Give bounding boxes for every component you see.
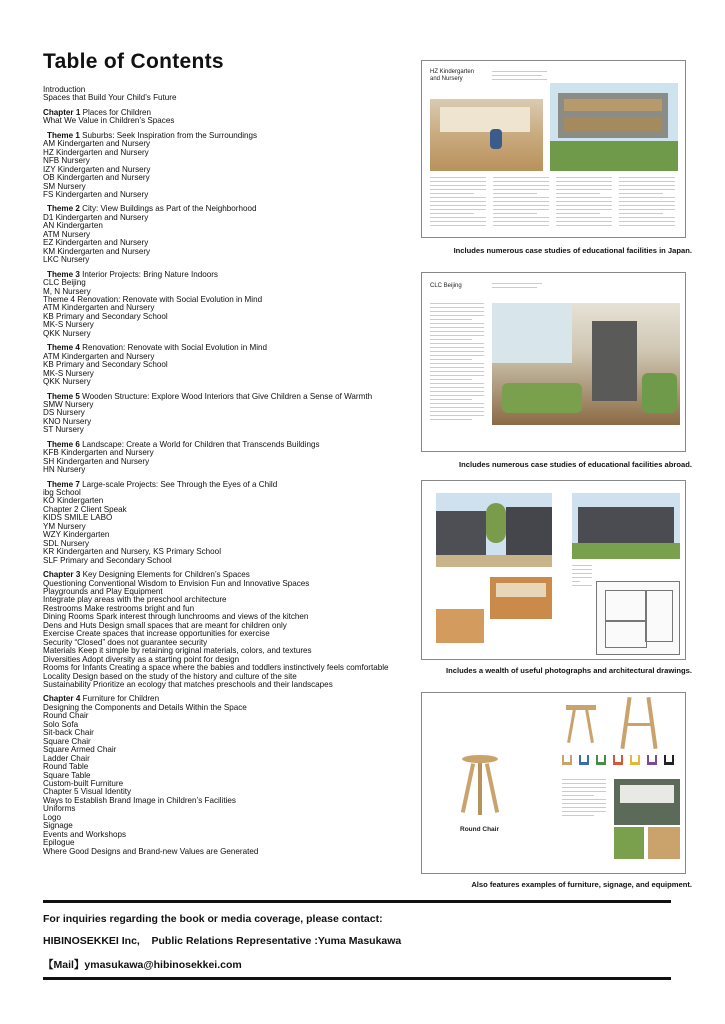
toc-heading-title: Suburbs: Seek Inspiration from the Surroundings [79,131,258,140]
toc-entry: OB Kindergarten and Nursery [43,174,150,183]
preview-text-line [430,415,484,416]
toc-theme-heading [47,344,413,352]
preview-text-line [556,185,612,186]
toc-heading-number: Theme 3 [47,270,80,279]
toc-entry: QKK Nursery [43,378,91,387]
toc-entry: KO Kindergarten [43,497,104,506]
preview-text-line [619,181,675,182]
divider-top [43,900,671,903]
preview-text-line [430,221,486,222]
toc-entry: D1 Kindergarten and Nursery [43,213,149,222]
toc-heading-title: City: View Buildings as Part of the Neighborhood [79,205,257,214]
preview-text-line [430,391,484,392]
toc-theme-heading [47,132,413,140]
toc-theme-heading [47,271,413,279]
contact-intro: For inquiries regarding the book or media coverage, please contact: [43,913,383,925]
interior-photo-1 [490,577,552,619]
preview-text-line [556,193,600,194]
preview-text-line [430,359,472,360]
toc-entry: Rooms for Infants Creating a space where the babies and toddlers instinctively feels comfortable [43,664,389,673]
toc-entry: Theme 4 Renovation: Renovate with Social Evolution in Mind [43,295,263,304]
preview-text-line [430,307,484,308]
toc-entry: Diversities Adopt diversity as a starting point for design [43,655,240,664]
preview-text-line [556,189,612,190]
toc-heading-title: Interior Projects: Bring Nature Indoors [79,270,218,279]
mini-chair-icon [664,755,674,765]
contact-company: HIBINOSEKKEI Inc, Public Relations Representative :Yuma Masukawa [43,935,402,947]
toc-heading-title: Furniture for Children [80,695,160,704]
preview-text-line [430,189,486,190]
toc-entry: Questioning Conventional Wisdom to Envision Fun and Innovative Spaces [43,579,310,588]
toc-heading-number: Chapter 3 [43,571,81,580]
mini-chair-icon [562,755,572,765]
preview-text-line [493,201,549,202]
preview-text-line [430,319,472,320]
preview-text-line [493,193,537,194]
mini-chair-icon [647,755,657,765]
preview-text-line [556,205,612,206]
mini-chair-icon [579,755,589,765]
toc-entry: What We Value in Children’s Spaces [43,117,175,126]
toc-entry: KM Kindergarten and Nursery [43,247,151,256]
preview-text-line [430,379,472,380]
toc-heading-number: Theme 6 [47,440,80,449]
toc-entry: Custom-built Furniture [43,779,124,788]
children-photo-2 [648,827,680,859]
preview-page-japan [421,60,686,238]
preview-text-line [430,303,484,304]
preview-page-furniture [421,692,686,874]
toc-entry: Security “Closed” does not guarantee security [43,638,208,647]
preview-text-line [493,213,537,214]
toc-entry: YM Nursery [43,522,86,531]
toc-entry: SH Kindergarten and Nursery [43,457,150,466]
building-exterior-photo [550,83,678,171]
preview-text-line [562,807,606,808]
preview-text-line [430,351,484,352]
preview-text-line [619,185,675,186]
preview-text-line [430,339,472,340]
preview-text-line [493,197,549,198]
preview-text-line [562,791,606,792]
preview-page-abroad [421,272,686,452]
preview-text-line [619,213,663,214]
preview-text-line [562,799,606,800]
contact-email[interactable]: 【Mail】ymasukawa@hibinosekkei.com [43,959,242,971]
toc-entry: Logo [43,813,62,822]
preview-text-line [619,221,675,222]
preview-text-line [493,181,549,182]
preview-page-drawings [421,480,686,660]
toc-entry: Signage [43,822,73,831]
toc-entry: KFB Kindergarten and Nursery [43,449,154,458]
preview-text-line [430,209,486,210]
preview-text-line [430,367,484,368]
toc-entry: KNO Nursery [43,417,92,426]
preview-text-line [562,783,606,784]
toc-entry: KIDS SMILE LABO [43,514,113,523]
toc-heading-title: Large-scale Projects: See Through the Eyes of a Child [79,480,278,489]
toc-entry: Spaces that Build Your Child’s Future [43,94,177,103]
preview-text-line [430,197,486,198]
preview-text-line [430,205,486,206]
toc-entry: SMW Nursery [43,400,94,409]
preview-text-line [562,787,606,788]
toc-entry: Integrate play areas with the preschool architecture [43,596,227,605]
toc-entry: CLC Beijing [43,279,86,288]
toc-entry: Square Armed Chair [43,746,117,755]
preview-text-line [430,419,472,420]
preview-text-line [572,573,592,574]
preview-text-line [556,177,612,178]
preview-text-line [619,205,675,206]
toc-entry: Designing the Components and Details Within the Space [43,703,247,712]
toc-chapter-heading [43,571,413,579]
toc-entry: IZY Kindergarten and Nursery [43,165,151,174]
preview-text-line [493,209,549,210]
preview-text-line [619,177,675,178]
toc-entry: QKK Nursery [43,329,91,338]
toc-entry: Chapter 2 Client Speak [43,505,127,514]
preview-text-line [572,577,592,578]
toc-entry: KB Primary and Secondary School [43,361,168,370]
mini-chair-icon [613,755,623,765]
preview-text-line [430,213,474,214]
toc-entry: AM Kindergarten and Nursery [43,140,151,149]
preview-text-line [619,217,675,218]
toc-entry: Square Chair [43,737,91,746]
toc-entry: MK-S Nursery [43,369,94,378]
toc-heading-number: Chapter 1 [43,108,81,117]
classroom-photo [430,99,543,171]
preview-text-line [556,225,612,226]
toc-entry: NFB Nursery [43,157,90,166]
preview-text-line [562,815,594,816]
preview-text-line [493,221,549,222]
toc-entry: SLF Primary and Secondary School [43,556,172,565]
preview-text-line [430,383,484,384]
preview-text-line [556,209,612,210]
toc-entry: ibg School [43,489,81,498]
preview-text-line [430,371,484,372]
preview-text-line [430,395,484,396]
caption-drawings: Includes a wealth of useful photographs and architectural drawings. [446,666,692,675]
toc-entry: Exercise Create spaces that increase opportunities for exercise [43,630,270,639]
mini-chair-icon [596,755,606,765]
toc-heading-number: Theme 2 [47,205,80,214]
preview-text-line [493,189,549,190]
caption-abroad: Includes numerous case studies of educational facilities abroad. [459,460,692,469]
preview-text-line [562,811,606,812]
toc-entry: Round Table [43,763,89,772]
preview-text-line [493,177,549,178]
preview-text-line [430,177,486,178]
toc-entry: Materials Keep it simple by retaining original materials, colors, and textures [43,647,312,656]
preview-text-line [430,335,484,336]
toc-heading-number: Chapter 4 [43,695,81,704]
preview-text-line [556,217,612,218]
toc-entry: SM Nursery [43,182,86,191]
caption-japan: Includes numerous case studies of educational facilities in Japan. [453,246,692,255]
toc-entry: Locality Design based on the study of the history and culture of the site [43,672,297,681]
floor-plan-drawing [596,581,680,655]
preview-heading: CLC Beijing [430,283,462,289]
toc-entry: WZY Kindergarten [43,531,110,540]
preview-text-line [572,565,592,566]
preview-text-line [562,779,606,780]
preview-text-line [619,201,675,202]
toc-entry: Chapter 5 Visual Identity [43,788,132,797]
caption-furniture: Also features examples of furniture, signage, and equipment. [471,880,692,889]
preview-text-line [430,403,484,404]
toc-entry: EZ Kindergarten and Nursery [43,239,149,248]
interior-photo-2 [436,609,484,643]
toc-heading-title: Renovation: Renovate with Social Evolution in Mind [79,344,268,353]
toc-entry: Events and Workshops [43,830,127,839]
stool-photo [562,699,602,749]
preview-text-line [493,217,549,218]
toc-entry: Dining Rooms Spark interest through lunchrooms and views of the kitchen [43,613,309,622]
preview-text-line [430,411,484,412]
preview-text-line [430,311,484,312]
round-chair-photo [440,733,520,823]
toc-heading-title: Key Designing Elements for Children’s Spaces [80,571,250,580]
preview-text-line [430,323,484,324]
preview-heading: HZ Kindergarten and Nursery [430,69,475,82]
toc-heading-number: Theme 5 [47,392,80,401]
toc-entry: Playgrounds and Play Equipment [43,588,163,597]
preview-text-line [430,347,484,348]
toc-entry: Square Table [43,771,91,780]
colored-chairs-row [562,755,680,767]
preview-text-line [430,387,484,388]
preview-text-line [430,201,486,202]
preview-text-line [430,315,484,316]
preview-text-line [430,399,472,400]
preview-text-line [430,375,484,376]
toc-chapter-heading [43,109,413,117]
preview-text-line [430,343,484,344]
preview-text-line [430,331,484,332]
toc-entry: LKC Nursery [43,256,90,265]
toc-heading-number: Theme 7 [47,480,80,489]
toc-entry: HN Nursery [43,466,86,475]
preview-text-line [619,193,663,194]
toc-entry: Ladder Chair [43,754,90,763]
preview-text-line [430,327,484,328]
toc-theme-heading [47,481,413,489]
toc-heading-title: Wooden Structure: Explore Wood Interiors that Give Children a Sense of Warmth [79,392,373,401]
toc-heading-title: Places for Children [80,108,151,117]
preview-text-line [619,189,675,190]
preview-text-line [562,803,606,804]
toc-entry: ATM Kindergarten and Nursery [43,352,155,361]
toc-entry: Introduction [43,86,86,94]
toc-chapter-heading [43,695,413,703]
toc-entry: FS Kindergarten and Nursery [43,190,149,199]
preview-text-line [619,209,675,210]
ladder-chair-photo [606,697,680,749]
exterior-photo [572,493,680,559]
preview-text-line [430,363,484,364]
preview-text-line [430,185,486,186]
toc-entry: KR Kindergarten and Nursery, KS Primary School [43,548,221,557]
toc-entry: M, N Nursery [43,287,91,296]
preview-text-line [556,213,600,214]
toc-entry: DS Nursery [43,409,85,418]
toc-heading-number: Theme 4 [47,344,80,353]
toc-entry: Where Good Designs and Brand-new Values are Generated [43,847,259,856]
children-photo-1 [614,827,644,859]
preview-text-line [572,585,592,586]
toc-theme-heading [47,393,413,401]
toc-entry: SDL Nursery [43,539,90,548]
toc-entry: Uniforms [43,805,76,814]
courtyard-photo [436,493,552,567]
preview-text-line [493,185,549,186]
preview-text-line [556,221,612,222]
preview-text-line [430,181,486,182]
preview-text-line [430,217,486,218]
page-title: Table of Contents [43,50,224,73]
preview-text-line [556,197,612,198]
toc-entry: MK-S Nursery [43,321,94,330]
preview-text-line [493,205,549,206]
signage-photo [614,779,680,825]
toc-entry: Epilogue [43,839,75,848]
toc-entry: KB Primary and Secondary School [43,312,168,321]
preview-text-line [430,193,474,194]
preview-text-line [572,569,592,570]
toc-entry: Restrooms Make restrooms bright and fun [43,604,195,613]
preview-heading: Round Chair [460,826,499,833]
preview-text-line [430,407,484,408]
toc-entry: ST Nursery [43,426,84,435]
toc-heading-title: Landscape: Create a World for Children that Transcends Buildings [79,440,320,449]
toc-entry: Dens and Huts Design small spaces that are meant for children only [43,621,287,630]
toc-entry: Sit-back Chair [43,729,94,738]
toc-theme-heading [47,205,413,213]
toc-theme-heading [47,441,413,449]
toc-entry: AN Kindergarten [43,222,103,231]
preview-text-line [619,197,675,198]
preview-text-line [562,795,594,796]
interior-photo [492,303,680,425]
toc-entry: Round Chair [43,712,89,721]
toc-entry: Solo Sofa [43,720,79,729]
preview-text-line [619,225,675,226]
preview-text-line [493,225,549,226]
table-of-contents [43,86,413,856]
preview-text-line [430,355,484,356]
toc-entry: ATM Kindergarten and Nursery [43,304,155,313]
preview-text-line [572,581,580,582]
mini-chair-icon [630,755,640,765]
toc-heading-number: Theme 1 [47,131,80,140]
toc-entry: Ways to Establish Brand Image in Children’s Facilities [43,796,236,805]
toc-entry: Sustainability Prioritize an ecology that matches preschools and their landscapes [43,681,333,689]
toc-entry: ATM Nursery [43,230,91,239]
preview-text-line [430,225,486,226]
divider-bottom [43,977,671,980]
toc-entry: HZ Kindergarten and Nursery [43,148,149,157]
preview-text-line [556,201,612,202]
preview-text-line [556,181,612,182]
